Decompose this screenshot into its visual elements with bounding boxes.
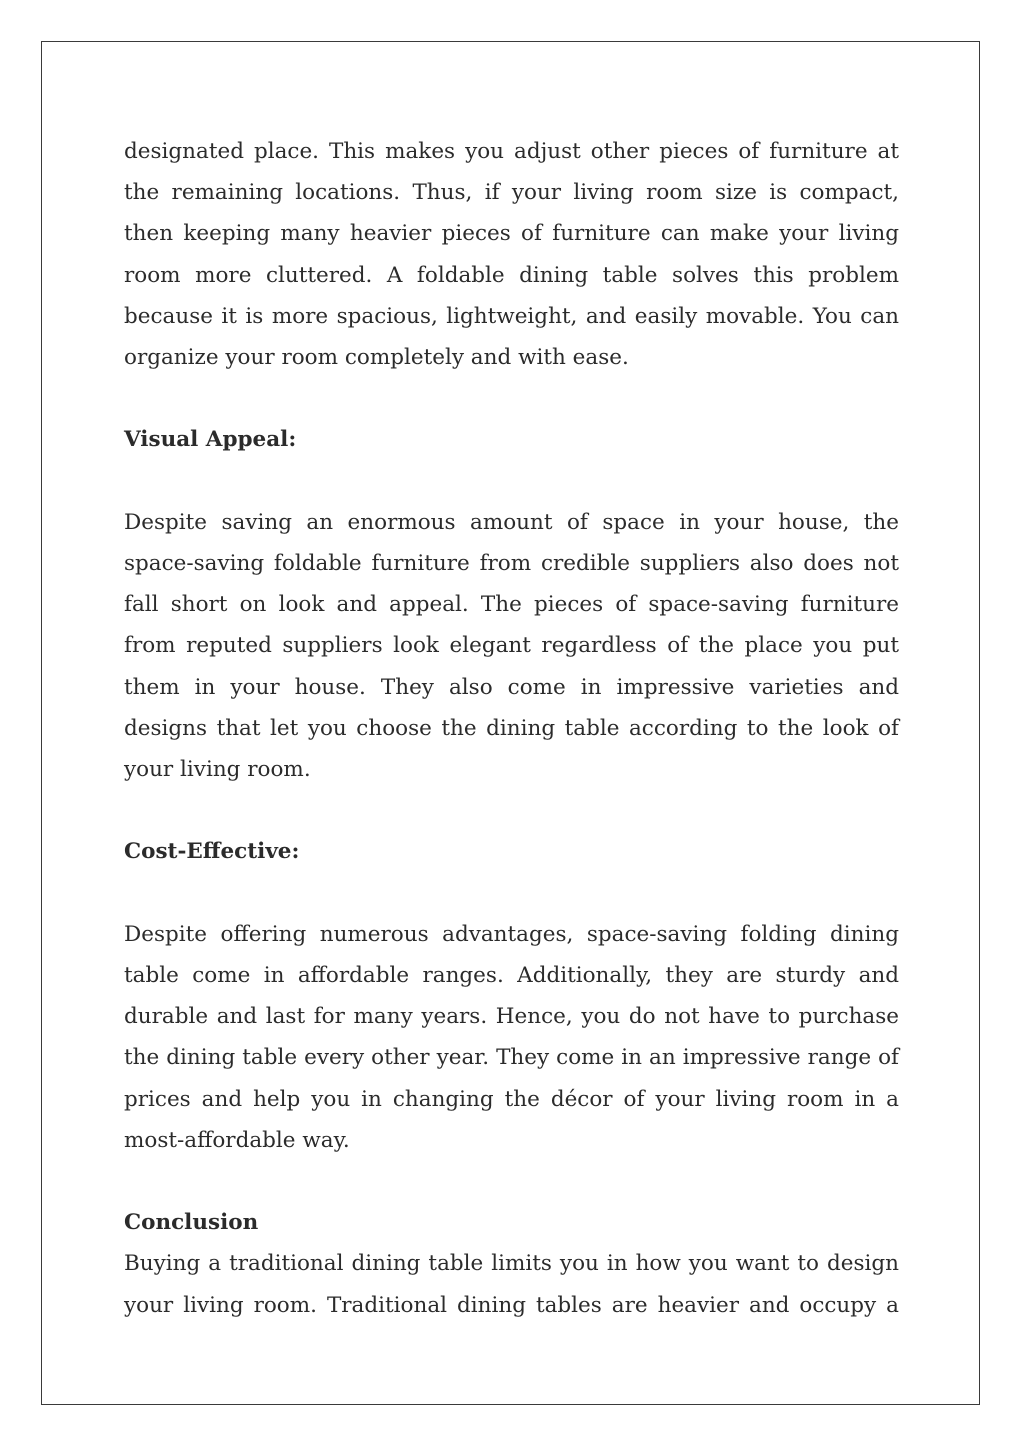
conclusion-paragraph: Buying a traditional dining table limits you in how you want to design your living room. Traditional dining tables are heavier and occupy a bbox=[124, 1251, 899, 1318]
spacer bbox=[124, 1161, 899, 1202]
conclusion-heading: Conclusion bbox=[124, 1210, 259, 1236]
visual-appeal-heading: Visual Appeal: bbox=[124, 427, 297, 453]
visual-appeal-paragraph: Despite saving an enormous amount of space in your house, the space-saving foldable furniture from credible suppliers also does not fall short on look and appeal. The pieces of space-saving furniture from reputed suppliers look elegant regardless of the place you put them in your house. They also come in impressive varieties and designs that let you choose the dining table according to the look of your living room. bbox=[124, 509, 899, 783]
spacer bbox=[124, 378, 899, 419]
document-body bbox=[124, 131, 899, 1326]
spacer bbox=[124, 873, 899, 914]
intro-paragraph: designated place. This makes you adjust other pieces of furniture at the remaining locations. Thus, if your living room size is compact, then keeping many heavier pieces of furniture can make your living room more cluttered. A foldable dining table solves this problem because it is more spacious, lightweight, and easily movable. You can organize your room completely and with ease. bbox=[124, 139, 899, 371]
cost-effective-heading: Cost-Effective: bbox=[124, 839, 300, 865]
spacer bbox=[124, 790, 899, 831]
cost-effective-paragraph: Despite offering numerous advantages, space-saving folding dining table come in affordable ranges. Additionally, they are sturdy and durable and last for many years. Hence, you do not have to purchase the dining table every other year. They come in an impressive range of prices and help you in changing the décor of your living room in a most-affordable way. bbox=[124, 921, 899, 1153]
spacer bbox=[124, 461, 899, 502]
